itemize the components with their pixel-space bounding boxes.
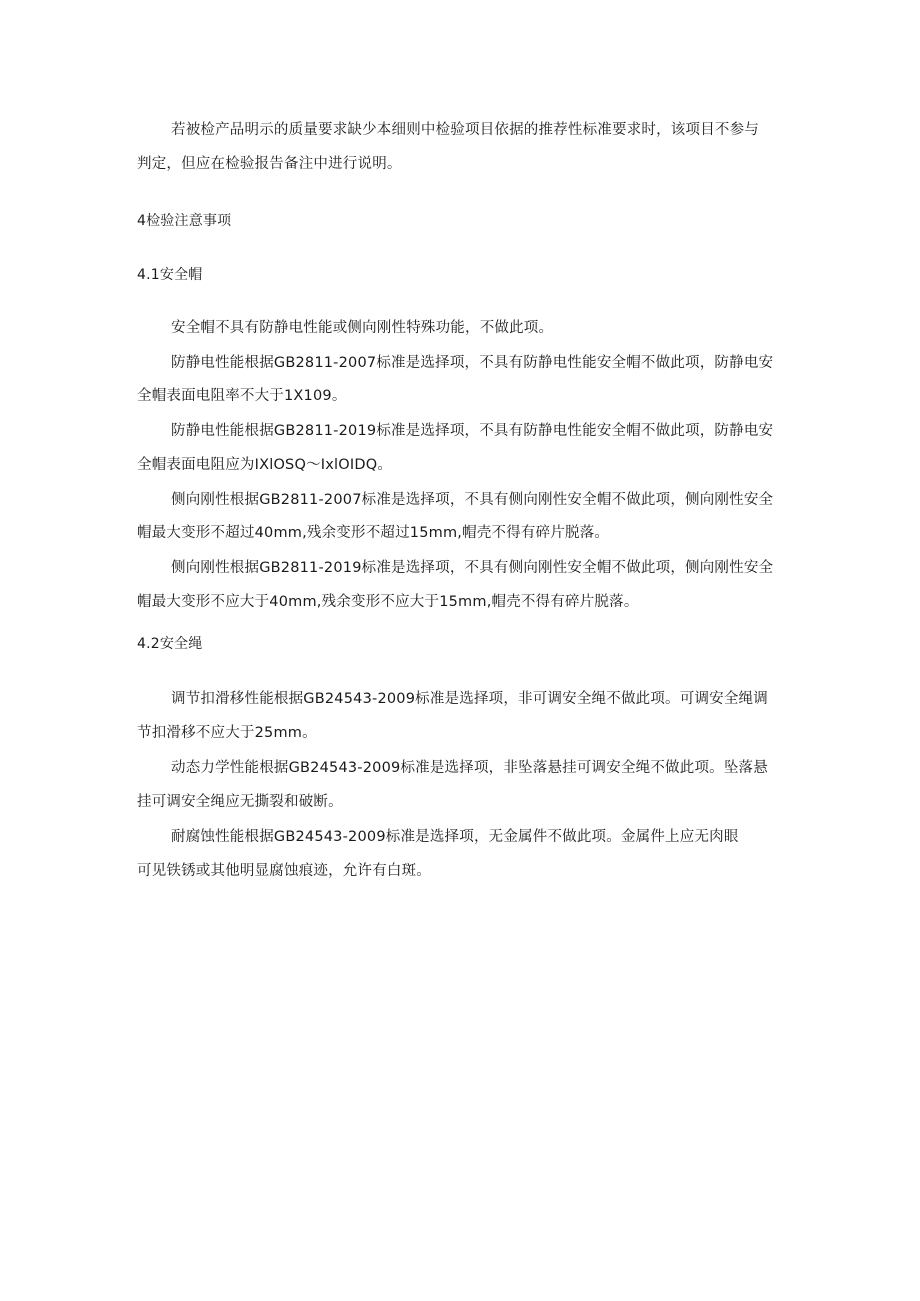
s41-paragraph-5-line-2: 帽最大变形不应大于40mm,残余变形不应大于15mm,帽壳不得有碎片脱落。 — [137, 594, 639, 610]
s42-paragraph-3-line-1: 耐腐蚀性能根据GB24543-2009标准是选择项，无金属件不做此项。金属件上应无肉眼 — [171, 829, 739, 845]
s42-paragraph-3-line-2: 可见铁锈或其他明显腐蚀痕迹，允许有白斑。 — [137, 863, 431, 879]
s42-paragraph-1-line-2: 节扣滑移不应大于25mm。 — [137, 725, 317, 741]
s41-paragraph-4-line-2: 帽最大变形不超过40mm,残余变形不超过15mm,帽壳不得有碎片脱落。 — [137, 525, 610, 541]
intro-line-2: 判定，但应在检验报告备注中进行说明。 — [137, 156, 402, 172]
s41-paragraph-3-line-2: 全帽表面电阻应为IXlOSQ～IxlOIDQ。 — [137, 457, 393, 473]
section-4-2-heading: 4.2安全绳 — [137, 636, 203, 652]
intro-line-1: 若被检产品明示的质量要求缺少本细则中检验项目依据的推荐性标准要求时，该项目不参与 — [171, 122, 759, 138]
section-4-1-heading: 4.1安全帽 — [137, 267, 203, 283]
s41-paragraph-2-line-1: 防静电性能根据GB2811-2007标准是选择项，不具有防静电性能安全帽不做此项，防静电安 — [171, 355, 774, 371]
s41-paragraph-1: 安全帽不具有防静电性能或侧向刚性特殊功能，不做此项。 — [171, 320, 554, 336]
s42-paragraph-2-line-2: 挂可调安全绳应无撕裂和破断。 — [137, 794, 343, 810]
s41-paragraph-5-line-1: 侧向刚性根据GB2811-2019标准是选择项，不具有侧向刚性安全帽不做此项，侧向刚性安全 — [171, 560, 774, 576]
s41-paragraph-3-line-1: 防静电性能根据GB2811-2019标准是选择项，不具有防静电性能安全帽不做此项，防静电安 — [171, 423, 774, 439]
s42-paragraph-2-line-1: 动态力学性能根据GB24543-2009标准是选择项，非坠落悬挂可调安全绳不做此项。坠落悬 — [171, 760, 768, 776]
section-4-heading: 4检验注意事项 — [137, 213, 232, 229]
s41-paragraph-2-line-2: 全帽表面电阻率不大于1X109。 — [137, 388, 347, 404]
s42-paragraph-1-line-1: 调节扣滑移性能根据GB24543-2009标准是选择项，非可调安全绳不做此项。可调安全绳调 — [171, 691, 768, 707]
s41-paragraph-4-line-1: 侧向刚性根据GB2811-2007标准是选择项，不具有侧向刚性安全帽不做此项，侧向刚性安全 — [171, 492, 774, 508]
